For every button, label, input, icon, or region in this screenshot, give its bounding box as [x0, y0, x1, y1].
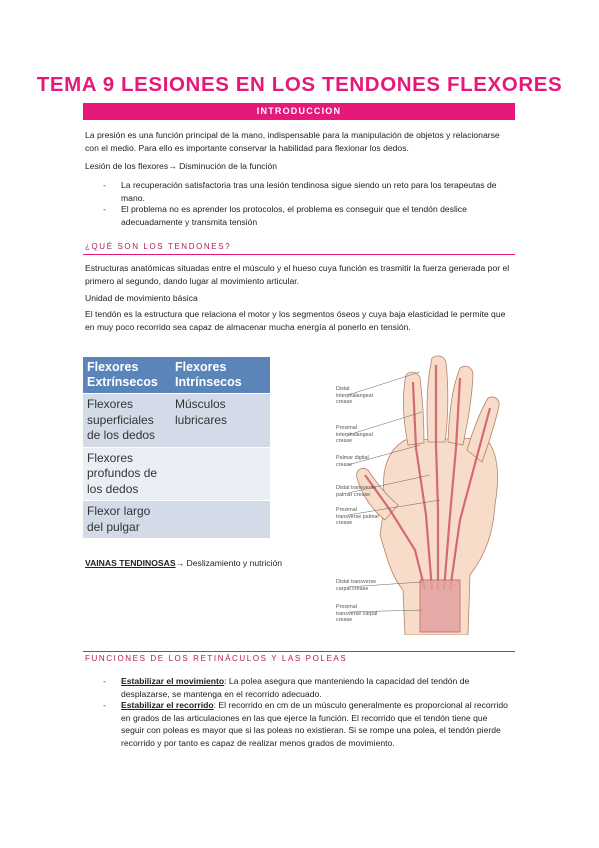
funciones-bullet-1	[103, 675, 513, 700]
vainas-line	[85, 557, 345, 570]
table-header-row	[83, 357, 270, 394]
intro-bullet-2-text: El problema no es aprender los protocolos, el problema es conseguir que el tendón deslice adecuadamente y transmita tensión	[121, 204, 467, 227]
table-cell: Flexores profundos de los dedos	[83, 447, 171, 501]
bullet-dash: -	[103, 676, 106, 686]
table-header-extrinsecos: Flexores Extrínsecos	[83, 357, 171, 394]
funciones-bullet-2	[103, 699, 513, 749]
intro-bullet-2	[103, 203, 513, 228]
funciones-bullet-2-label: Estabilizar el recorrido	[121, 700, 214, 710]
section-divider	[83, 254, 515, 255]
bullet-dash: -	[103, 180, 106, 190]
table-row	[83, 501, 270, 539]
table-cell	[171, 501, 270, 539]
tendones-unidad: Unidad de movimiento básica	[85, 293, 198, 303]
table-header-intrinsecos: Flexores Intrínsecos	[171, 357, 270, 394]
table-cell: Flexor largo del pulgar	[83, 501, 171, 539]
section-heading-tendones: ¿QUÉ SON LOS TENDONES?	[85, 242, 232, 251]
table-cell	[171, 447, 270, 501]
vainas-label: VAINAS TENDINOSAS	[85, 558, 176, 568]
figure-label: Proximal transverse carpal crease	[336, 604, 378, 623]
table-cell: Músculos lubricares	[171, 394, 270, 448]
bullet-dash: -	[103, 700, 106, 710]
table-cell: Flexores superficiales de los dedos	[83, 394, 171, 448]
figure-label: Distal transverse carpal crease	[336, 579, 377, 592]
page-title: TEMA 9 LESIONES EN LOS TENDONES FLEXORES	[36, 73, 563, 96]
intro-bullet-1	[103, 179, 513, 204]
table-row	[83, 394, 270, 448]
section-banner-introduccion: INTRODUCCION	[83, 103, 515, 120]
hand-anatomy-figure	[310, 350, 522, 635]
figure-label: Palmar digital crease	[336, 455, 369, 468]
intro-paragraph: La presión es una función principal de la mano, indispensable para la manipulación de objetos y relacionarse con el medio. Para ello es importante conservar la habilidad para flexionar los dedos.	[85, 130, 500, 153]
intro-bullet-1-text: La recuperación satisfactoria tras una lesión tendinosa sigue siendo un reto para los terapeutas de mano.	[121, 180, 497, 203]
figure-label: Proximal transverse palmar crease	[336, 507, 380, 526]
intro-lesion-line: Lesión de los flexores→ Disminución de la función	[85, 161, 278, 171]
funciones-bullet-2-text: : El recorrido en cm de un músculo generalmente es proporcional al recorrido en grados de las articulaciones en las que ejerce la función. El recorrido que el tendón tiene que seguir con poleas es mayor que si las poleas no existieran. Si se rompe una polea, el tendón pierde recorrido y por tanto es capaz de realizar menos grados de movimiento.	[121, 700, 508, 748]
vainas-text: → Deslizamiento y nutrición	[175, 558, 283, 568]
section-divider	[83, 651, 515, 652]
figure-label: Distal interphalangeal crease	[336, 386, 373, 405]
table-row	[83, 447, 270, 501]
tendones-estructura: El tendón es la estructura que relaciona el motor y los segmentos óseos y cuya baja elasticidad le permite que en muy poco recorrido sea capaz de almacenar mucha energía al ponerlo en tensión.	[85, 309, 506, 332]
section-heading-funciones: FUNCIONES DE LOS RETINÁCULOS Y LAS POLEAS	[85, 654, 348, 663]
bullet-dash: -	[103, 204, 106, 214]
tendones-definition: Estructuras anatómicas situadas entre el músculo y el hueso cuya función es trasmitir la fuerza generada por el primero al segundo, dando lugar al movimiento articular.	[85, 263, 510, 286]
funciones-bullet-1-text: : La polea asegura que manteniendo la capacidad del tendón de desplazarse, se mantenga en el recorrido adecuado.	[121, 676, 470, 699]
figure-label: Proximal interphalangeal crease	[336, 425, 373, 444]
flexores-table	[83, 357, 270, 538]
funciones-bullet-1-label: Estabilizar el movimiento	[121, 676, 225, 686]
figure-label: Distal transverse palmar crease	[336, 485, 377, 498]
